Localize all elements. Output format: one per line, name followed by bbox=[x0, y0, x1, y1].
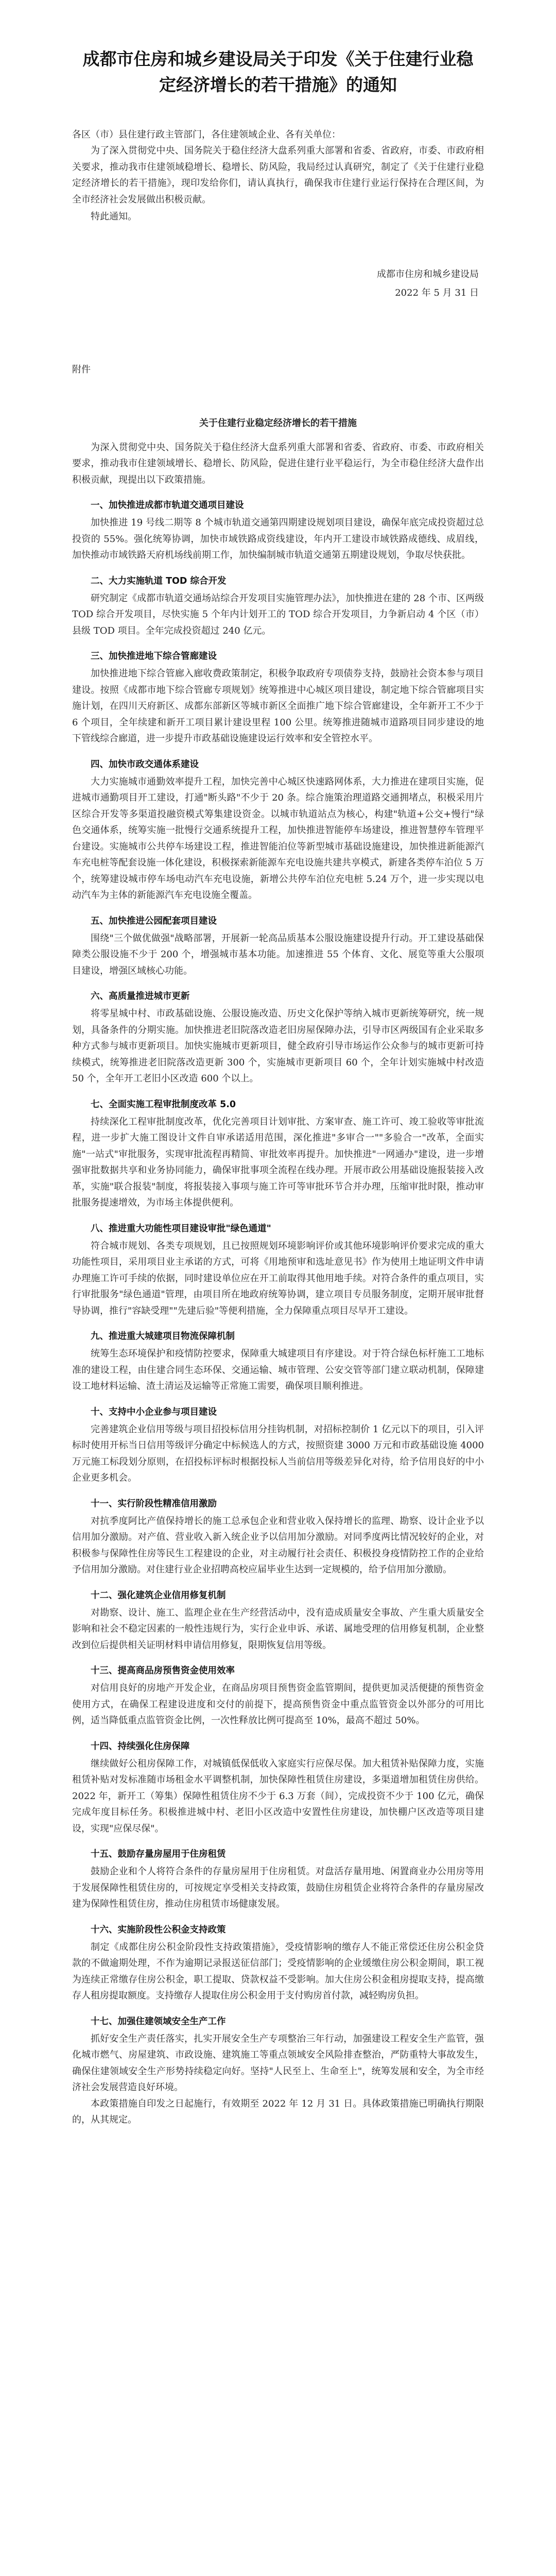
signature-block bbox=[72, 265, 484, 302]
section-13 bbox=[72, 1663, 484, 1729]
section-heading: 二、大力实施轨道 TOD 综合开发 bbox=[91, 575, 227, 586]
section-8 bbox=[72, 1221, 484, 1319]
section-heading: 四、加快市政交通体系建设 bbox=[91, 759, 199, 770]
section-1 bbox=[72, 497, 484, 564]
page-title: 成都市住房和城乡建设局关于印发《关于住建行业稳定经济增长的若干措施》的通知 bbox=[82, 49, 474, 95]
section-14 bbox=[72, 1738, 484, 1837]
section-5 bbox=[72, 913, 484, 979]
section-12 bbox=[72, 1587, 484, 1654]
section-text: 继续做好公租房保障工作，对城镇低保低收入家庭实行应保尽保。加大租赁补贴保障力度，实施租赁补贴对发标准随市场租金水平调整机制，加快保障性租赁住房建设，多渠道增加租赁住房供给。2022 年，新开工（筹集）保障性租赁住房不少于 6.3 万套（间），完成投资不少于 100 亿元，确保完成年度目标任务。积极推进城中村、老旧小区改造中安置性住房建设，加快棚户区改造等项目建设，实现"应保尽保"。 bbox=[72, 1758, 484, 1834]
notice-body: 为了深入贯彻党中央、国务院关于稳住经济大盘系列重大部署和省委、省政府，市委、市政府相关要求，推动我市住建领域稳增长、稳增长、防风险，我局经过认真研究，制定了《关于住建行业稳定经济增长的若干措施》，现印发给你们，请认真执行，确保我市住建行业运行保持在合理区间，为全市经济社会发展做出积极贡献。 bbox=[72, 145, 484, 205]
section-heading: 五、加快推进公园配套项目建设 bbox=[91, 916, 217, 926]
section-text: 加快推进 19 号线二期等 8 个城市轨道交通第四期建设规划项目建设，确保年底完成投资超过总投资的 55%。强化统筹协调，加快市域铁路成资线建设，年内开工建设市域铁路成德线、成眉线，加快推动市域铁路天府机场线前期工作，加快编制城市轨道交通第五期建设规划，争取尽快获批。 bbox=[72, 517, 484, 561]
section-heading: 七、全面实施工程审批制度改革 5.0 bbox=[91, 1099, 236, 1110]
notice-recipient: 各区（市）县住建行政主管部门，各住建领域企业、各有关单位： bbox=[72, 129, 341, 140]
attachment-label: 附件 bbox=[72, 364, 91, 375]
section-4 bbox=[72, 756, 484, 904]
section-text: 对信用良好的房地产开发企业，在商品房项目预售资金监管期间，提供更加灵活便捷的预售资金使用方式，在确保工程建设进度和交付的前提下，提高预售资金中重点监管资金以外部分的可用比例，适当降低重点监管资金比例，一次性释放比例可提高至 10%，最高不超过 50%。 bbox=[72, 1683, 484, 1726]
section-text: 大力实施城市通勤效率提升工程，加快完善中心城区快速路网体系，大力推进在建项目实施，促进城市通勤项目开工建设，打通"断头路"不少于 20 条。综合施策治理道路交通拥堵点，积极采用片区综合开发等多渠道投融资模式筹集建设资金。以城市轨道站点为核心，构建"轨道+公交+慢行"绿色交通体系，统筹实施一批慢行交通系统提升工程，加快推进智能停车场建设，推进智慧停车管理平台建设。实施城市公共停车场建设工程，推进智能泊位等新型城市基础设施建设，加快推进新能源汽车充电桩等配套设施一体化建设，积极探索新能源车充电设施共建共享模式，新建各类停车泊位 5 万个，统筹建设城市停车场电动汽车充电设施，新增公共停车泊位充电桩 5.24 万个，进一步实现以电动汽车为主体的新能源汽车充电设施全覆盖。 bbox=[72, 776, 484, 901]
notice-section bbox=[72, 127, 484, 2128]
section-text: 围绕"三个做优做强"战略部署，开展新一轮高品质基本公服设施建设提升行动。开工建设基础保障类公服设施不少于 200 个，增强城市基本功能。加速推进 55 个体育、文化、展览等重大公服项目建设，增强区域核心功能。 bbox=[72, 933, 484, 976]
section-2 bbox=[72, 573, 484, 639]
section-text: 对抗季度阿比产值保持增长的施工总承包企业和营业收入保持增长的监理、勘察、设计企业予以信用加分激励。对产值、营业收入新入统企业予以信用加分激励。对同季度两比情况较好的企业，对积极参与保障性住房等民生工程建设的企业，对主动履行社会责任、积极投身疫情防控工作的企业给予信用加分激励。对住建行业企业招聘高校应届毕业生达到一定规模的，给予信用加分激励。 bbox=[72, 1515, 484, 1575]
attachment-title: 关于住建行业稳定经济增长的若干措施 bbox=[199, 417, 357, 429]
section-15 bbox=[72, 1846, 484, 1912]
section-text: 对勘察、设计、施工、监理企业在生产经营活动中，没有造成质量安全事故、产生重大质量安全影响和社会不稳定因素的一般性违规行为，实行企业申诉、承诺、属地受理的信用修复机制，企业整改到位后提供相关证明材料申请信用修复，限期恢复信用等级。 bbox=[72, 1607, 484, 1651]
section-heading: 十七、加强住建领域安全生产工作 bbox=[91, 2016, 226, 2027]
section-text: 符合城市规划、各类专项规划，且已按照规划环境影响评价或其他环境影响评价要求完成的重大功能性项目，采用项目业主承诺的方式，可将《用地预审和选址意见书》作为使用土地证明文件申请办理施工许可手续的依据，同时建设单位应在开工前取得其他用地手续。对符合条件的重点项目，实行审批服务"绿色通道"管理，由项目所在地政府统筹协调，建立项目专员服务制度，定期开展审批督导协调，推行"容缺受理""先建后验"等便利措施，全力保障重点项目尽早开工建设。 bbox=[72, 1240, 484, 1316]
section-text: 抓好安全生产责任落实，扎实开展安全生产专项整治三年行动，加强建设工程安全生产监管，强化城市燃气、房屋建筑、市政设施、建筑施工等重点领域安全风险排查整治，严防重特大事故发生，确保住建领域安全生产形势持续稳定向好。坚持"人民至上、生命至上"，统筹发展和安全，为全市经济社会发展营造良好环境。 bbox=[72, 2033, 484, 2093]
section-text: 鼓励企业和个人将符合条件的存量房屋用于住房租赁。对盘活存量用地、闲置商业办公用房等用于发展保障性租赁住房的，可按规定享受相关支持政策，鼓励住房租赁企业将符合条件的存量房屋改建为保障性租赁住房，推动住房租赁市场健康发展。 bbox=[72, 1866, 484, 1909]
section-heading: 三、加快推进地下综合管廊建设 bbox=[91, 651, 217, 662]
section-heading: 十四、持续强化住房保障 bbox=[91, 1741, 190, 1752]
section-16 bbox=[72, 1922, 484, 2004]
section-heading: 一、加快推进成都市轨道交通项目建设 bbox=[91, 500, 244, 511]
section-17 bbox=[72, 2013, 484, 2096]
section-heading: 十、支持中小企业参与项目建设 bbox=[91, 1406, 217, 1417]
section-11 bbox=[72, 1496, 484, 1578]
section-text: 将零星城中村、市政基础设施、公服设施改造、历史文化保护等纳入城市更新统筹研究，统一规划，具备条件的分期实施。加快推进老旧院落改造老旧房屋保障办法，引导市区两级国有企业采取多种方式参与城市更新项目。加快实施城市更新项目，健全政府引导市场运作公众参与的城市更新可持续模式，统筹推进老旧院落改造更新 300 个，实施城市更新项目 60 个，全年计划实施城中村改造 50 个，全年开工老旧小区改造 600 个以上。 bbox=[72, 1008, 484, 1084]
section-text: 持续深化工程审批制度改革，优化完善项目计划审批、方案审查、施工许可、竣工验收等审批流程，进一步扩大施工图设计文件自审承诺适用范围，深化推进"多审合一""多验合一"改革，全面实施"一站式"审批服务，实现审批流程再精简、审批效率再提升。加快推进"一网通办"建设，进一步增强审批数据共享和业务协同能力，确保审批事项全流程在线办理。开展市政公用基础设施报装接入改革，实施"联合报装"制度，将报装接入事项与施工许可等审批环节合并办理，压缩审批时限，推动审批服务提速增效，为市场主体提供便利。 bbox=[72, 1116, 484, 1208]
section-heading: 六、高质量推进城市更新 bbox=[91, 991, 190, 1002]
section-heading: 十三、提高商品房预售资金使用效率 bbox=[91, 1666, 235, 1676]
section-text: 统筹生态环境保护和疫情防控要求，保障重大城建项目有序建设。对于符合绿色标杆施工工地标准的建设工程，由住建合同生态环保、交通运输、城市管理、公安交管等部门建立联动机制，保障建设工地材料运输、渣土清运及运输等正常施工需要，确保项目顺利推进。 bbox=[72, 1348, 484, 1392]
section-heading: 八、推进重大功能性项目建设审批"绿色通道" bbox=[91, 1223, 271, 1234]
section-heading: 十五、鼓励存量房屋用于住房租赁 bbox=[91, 1849, 226, 1859]
section-text: 加快推进地下综合管廊入廊收费政策制定，积极争取政府专项债券支持，鼓励社会资本参与项目建设。按照《成都市地下综合管廊专项规划》统筹推进中心城区项目建设，制定地下综合管廊项目实施计划，在四川天府新区、成都东部新区等城市新区全面推广地下综合管廊建设，全年新开工不少于 6 个项目，全年续建和新开工项目累计建设里程 100 公里。统筹推进随城市道路项目同步建设的地下管线综合廊道，进一步提升市政基础设施建设运行效率和安全管控水平。 bbox=[72, 668, 484, 744]
section-text: 完善建筑企业信用等级与项目招投标信用分挂钩机制，对招标控制价 1 亿元以下的项目，引入评标时使用开标当日信用等级评分确定中标候选人的方式，按照资建 3000 万元和市政基础设施 4000 万元施工标段划分原则，在招投标评标时根据投标人当前信用等级差异化对待，给予信用良好的中小企业更多机会。 bbox=[72, 1423, 484, 1483]
section-6 bbox=[72, 988, 484, 1087]
section-text: 研究制定《成都市轨道交通场站综合开发项目实施管理办法》，加快推进在建的 28 个市、区两级 TOD 综合开发项目，尽快实施 5 个年内计划开工的 TOD 综合开发项目，力争新启动 4 个区（市）县级 TOD 项目。全年完成投资超过 240 亿元。 bbox=[72, 592, 484, 636]
effective-date-note: 本政策措施自印发之日起施行，有效期至 2022 年 12 月 31 日。具体政策措施已明确执行期限的，从其规定。 bbox=[72, 2098, 484, 2125]
issuer-name: 成都市住房和城乡建设局 bbox=[377, 268, 479, 280]
attachment-intro: 为深入贯彻党中央、国务院关于稳住经济大盘系列重大部署和省委、省政府、市委、市政府相关要求，推动我市住建领域增长、稳增长、防风险，促进住建行业平稳运行，为全市稳住经济大盘作出积极贡献，现提出以下政策措施。 bbox=[72, 442, 484, 485]
section-heading: 十六、实施阶段性公积金支持政策 bbox=[91, 1924, 226, 1935]
section-heading: 十一、实行阶段性精准信用激励 bbox=[91, 1498, 217, 1509]
section-text: 制定《成都住房公积金阶段性支持政策措施》，受疫情影响的缴存人不能正常偿还住房公积金贷款的不做逾期处理，不作为逾期记录报送征信部门；受疫情影响的企业缓缴住房公积金期间，职工视为连续正常缴存住房公积金，职工提取、贷款权益不受影响。加大住房公积金租房提取支持，提高缴存人租房提取额度。支持缴存人提取住房公积金用于支付购房首付款，减轻购房负担。 bbox=[72, 1941, 484, 2001]
issue-date: 2022 年 5 月 31 日 bbox=[395, 287, 479, 298]
section-heading: 九、推进重大城建项目物流保障机制 bbox=[91, 1331, 235, 1342]
section-7 bbox=[72, 1096, 484, 1211]
section-3 bbox=[72, 648, 484, 747]
section-10 bbox=[72, 1404, 484, 1486]
section-9 bbox=[72, 1328, 484, 1395]
notice-closing: 特此通知。 bbox=[91, 211, 137, 222]
section-heading: 十二、强化建筑企业信用修复机制 bbox=[91, 1590, 226, 1601]
